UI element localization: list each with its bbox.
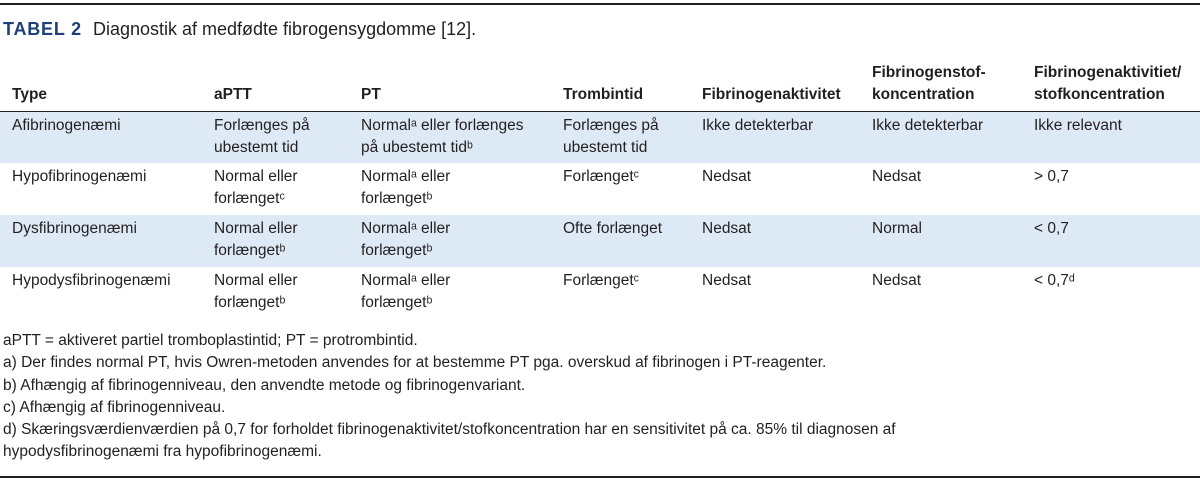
table-cell: Nedsat — [702, 220, 752, 237]
table-cell: Nedsat — [702, 168, 752, 185]
table-cell: < 0,7 — [1034, 220, 1069, 237]
table-header-row — [0, 56, 1200, 111]
table-cell: Ikke detekterbar — [702, 116, 814, 134]
table-cell: Forlænges på ubestemt tid — [214, 116, 310, 156]
table-cell: Nedsat — [702, 272, 752, 289]
table-cell: Forlængetᶜ — [563, 272, 640, 289]
table-cell: Hypofibrinogenæmi — [12, 168, 147, 185]
header-cell: Type — [0, 56, 202, 111]
header-cell: PT — [349, 56, 551, 111]
header-cell: Fibrinogenaktivitet — [690, 56, 860, 111]
table-row — [0, 163, 1200, 215]
bottom-rule — [0, 476, 1200, 478]
table-row — [0, 215, 1200, 267]
table-cell: Normal — [872, 220, 922, 237]
footnote-b: b) Afhængig af fibrinogenniveau, den anvendte metode og fibrinogenvariant. — [3, 376, 526, 394]
table-cell: Nedsat — [872, 168, 922, 185]
footnote-d: d) Skæringsværdienværdien på 0,7 for forholdet fibrinogenaktivitet/stofkoncentration har en sensitivitet på ca. 85% til diagnosen af hypodysfibrinogenæmi fra hypofibrinogenæmi. — [3, 421, 896, 461]
top-rule — [0, 3, 1200, 5]
table-cell: Normal eller forlængetᵇ — [214, 272, 298, 311]
table-cell: Normalᵃ eller forlænges på ubestemt tidᵇ — [361, 116, 524, 156]
table-cell: Normalᵃ eller forlængetᵇ — [361, 168, 451, 207]
table-cell: Normal eller forlængetᵇ — [214, 220, 298, 259]
footnote-a: a) Der findes normal PT, hvis Owren-metoden anvendes for at bestemme PT pga. overskud af fibrinogen i PT-reagenter. — [3, 354, 827, 372]
table-cell: Forlænges på ubestemt tid — [563, 116, 659, 156]
table-cell: Forlængetᶜ — [563, 168, 640, 185]
header-cell: Fibrinogenstof- koncentration — [860, 56, 1022, 111]
diagnostics-table — [0, 56, 1200, 319]
table-cell: Afibrinogenæmi — [12, 116, 121, 134]
footnote-c: c) Afhængig af fibrinogenniveau. — [3, 398, 226, 416]
table-cell: Dysfibrinogenæmi — [12, 220, 137, 237]
header-cell: Fibrinogenaktivitiet/ stofkoncentration — [1022, 56, 1200, 111]
table-cell: Nedsat — [872, 272, 922, 289]
footnote-abbreviations: aPTT = aktiveret partiel tromboplastintid; PT = protrombintid. — [3, 332, 418, 349]
table-cell: Ikke detekterbar — [872, 116, 984, 134]
table-label: TABEL 2 — [3, 19, 82, 39]
header-cell: Trombintid — [551, 56, 690, 111]
table-cell: Normalᵃ eller forlængetᵇ — [361, 220, 451, 259]
table-cell: Hypodysfibrinogenæmi — [12, 272, 171, 289]
table-footnotes — [3, 330, 1193, 464]
table-cell: < 0,7ᵈ — [1034, 272, 1075, 289]
table-cell: Normal eller forlængetᶜ — [214, 168, 298, 207]
table-title: Diagnostik af medfødte fibrogensygdomme [12]. — [92, 19, 477, 39]
table-cell: Ofte forlænget — [563, 220, 663, 237]
table-caption — [3, 19, 476, 40]
table-row — [0, 111, 1200, 163]
table-cell: > 0,7 — [1034, 168, 1069, 185]
table-cell: Normalᵃ eller forlængetᵇ — [361, 272, 451, 311]
header-cell: aPTT — [202, 56, 349, 111]
table-row — [0, 267, 1200, 319]
table-cell: Ikke relevant — [1034, 116, 1122, 134]
